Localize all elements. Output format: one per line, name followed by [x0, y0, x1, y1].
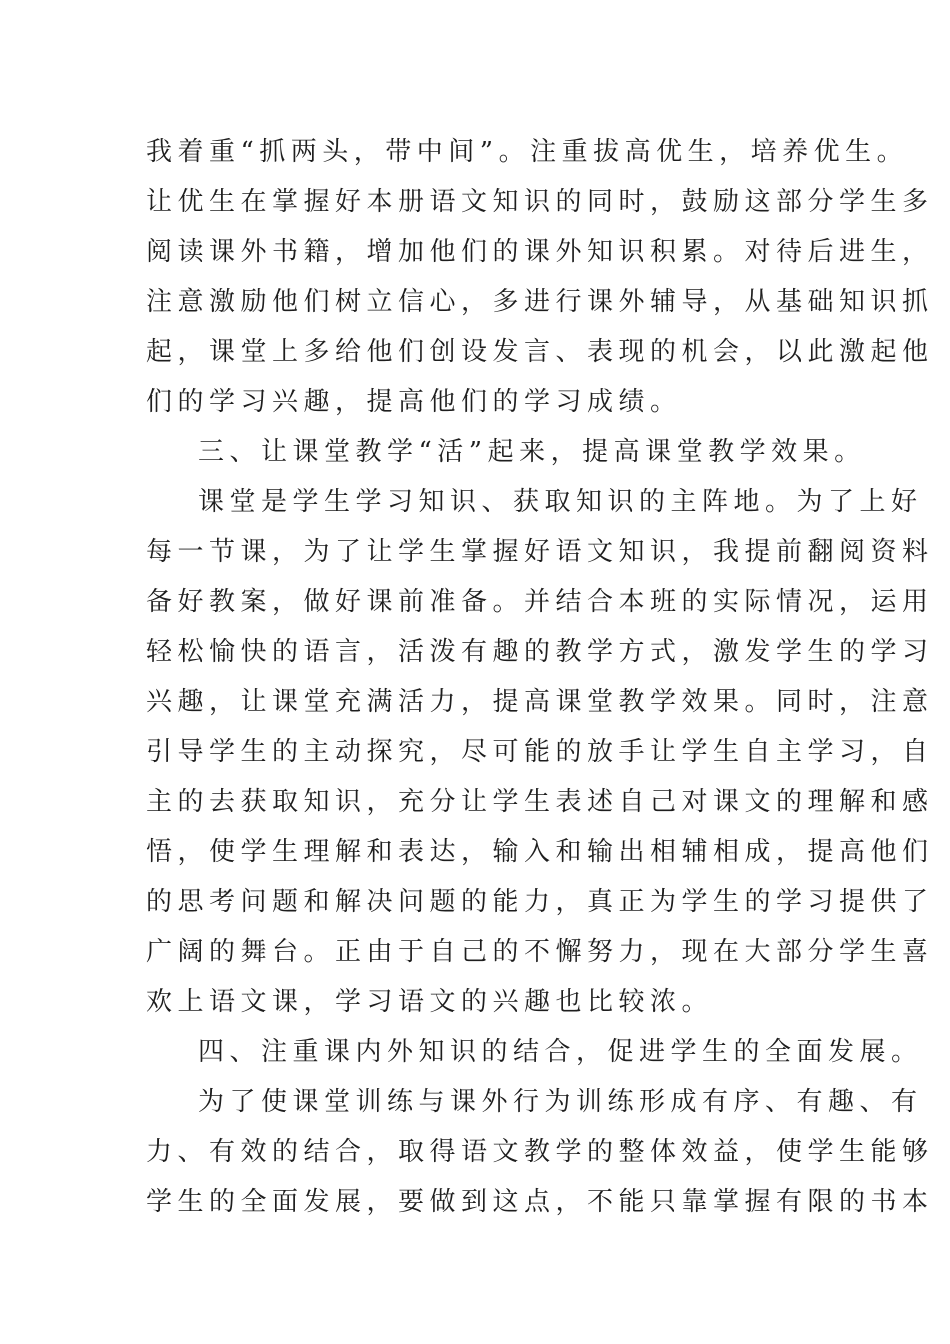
paragraph-first-line: 课堂是学生学习知识、获取知识的主阵地。为了上好 — [198, 487, 923, 517]
body-line: 们的学习兴趣，提高他们的学习成绩。 — [146, 387, 682, 417]
section-heading: 三、让课堂教学“活”起来，提高课堂教学效果。 — [198, 437, 866, 467]
paragraph-first-line: 为了使课堂训练与课外行为训练形成有序、有趣、有 — [198, 1087, 923, 1117]
body-line: 力、有效的结合，取得语文教学的整体效益，使学生能够 — [146, 1137, 934, 1167]
body-line: 广阔的舞台。正由于自己的不懈努力，现在大部分学生喜 — [146, 937, 934, 967]
body-line: 悟，使学生理解和表达，输入和输出相辅相成，提高他们 — [146, 837, 934, 867]
body-line: 的思考问题和解决问题的能力，真正为学生的学习提供了 — [146, 887, 934, 917]
body-line: 引导学生的主动探究，尽可能的放手让学生自主学习，自 — [146, 737, 934, 767]
body-line: 轻松愉快的语言，活泼有趣的教学方式，激发学生的学习 — [146, 637, 934, 667]
body-line: 备好教案，做好课前准备。并结合本班的实际情况，运用 — [146, 587, 934, 617]
body-line: 让优生在掌握好本册语文知识的同时，鼓励这部分学生多 — [146, 187, 934, 217]
body-line: 兴趣，让课堂充满活力，提高课堂教学效果。同时，注意 — [146, 687, 934, 717]
section-heading: 四、注重课内外知识的结合，促进学生的全面发展。 — [198, 1037, 923, 1067]
body-line: 欢上语文课，学习语文的兴趣也比较浓。 — [146, 987, 714, 1017]
body-line: 主的去获取知识，充分让学生表述自己对课文的理解和感 — [146, 787, 934, 817]
body-line: 起，课堂上多给他们创设发言、表现的机会，以此激起他 — [146, 337, 934, 367]
body-line: 注意激励他们树立信心，多进行课外辅导，从基础知识抓 — [146, 287, 934, 317]
body-line: 我着重“抓两头，带中间”。注重拔高优生，培养优生。 — [146, 137, 909, 167]
body-line: 每一节课，为了让学生掌握好语文知识，我提前翻阅资料 — [146, 537, 934, 567]
body-line: 阅读课外书籍，增加他们的课外知识积累。对待后进生， — [146, 237, 934, 267]
body-line: 学生的全面发展，要做到这点，不能只靠掌握有限的书本 — [146, 1187, 934, 1217]
